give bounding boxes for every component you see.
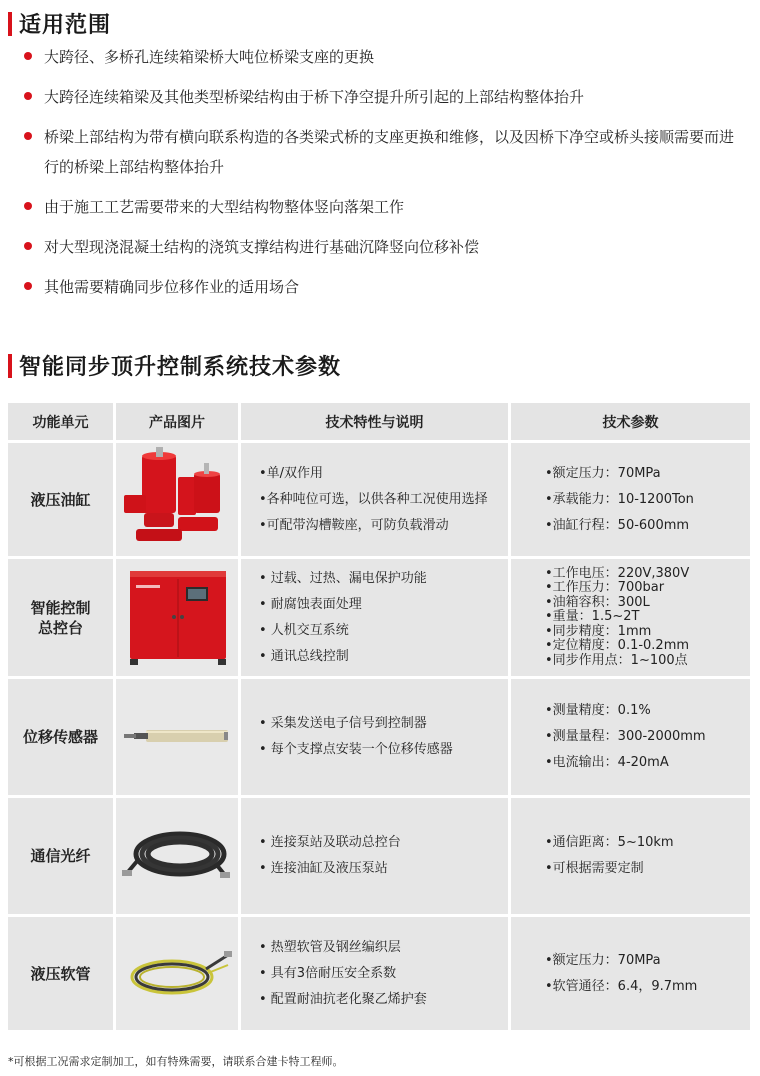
feature-text: •各种吨位可选，以供各种工况使用选择: [259, 491, 488, 507]
bullet-icon: [24, 52, 32, 60]
control-console-image: [116, 559, 238, 676]
section-title-applications: [8, 8, 111, 39]
bullet-icon: [24, 242, 32, 250]
param-text: •软管通径：6.4，9.7mm: [545, 978, 698, 994]
list-item: 对大型现浇混凝土结构的浇筑支撑结构进行基础沉降竖向位移补偿: [18, 232, 748, 262]
params-cell: [511, 798, 750, 914]
header-unit: 功能单元: [8, 403, 113, 440]
feature-text: • 具有3倍耐压安全系数: [259, 965, 397, 981]
feature-text: • 每个支撑点安装一个位移传感器: [259, 742, 453, 757]
title-accent-bar: [8, 12, 12, 36]
param-text: •承载能力：10-1200Ton: [545, 491, 694, 507]
unit-cell: 液压软管: [8, 917, 113, 1030]
feature-text: • 人机交互系统: [259, 622, 349, 638]
image-cell: [116, 917, 238, 1030]
unit-cell: 位移传感器: [8, 679, 113, 795]
feature-text: • 通讯总线控制: [259, 648, 349, 664]
param-text: •额定压力：70MPa: [545, 465, 661, 481]
params-cell: [511, 559, 750, 676]
image-cell: [116, 559, 238, 676]
param-text: •通信距离：5~10km: [545, 835, 674, 850]
displacement-sensor-image: [116, 679, 238, 795]
feature-text: •单/双作用: [259, 465, 324, 481]
table-row: [8, 679, 753, 795]
features-cell: [241, 559, 508, 676]
list-item: 由于施工工艺需要带来的大型结构物整体竖向落架工作: [18, 192, 748, 222]
list-item: 大跨径、多桥孔连续箱梁桥大吨位桥梁支座的更换: [18, 42, 748, 72]
spec-table: [8, 403, 753, 1033]
feature-text: • 热塑软管及钢丝编织层: [259, 939, 401, 955]
param-text: •电流输出：4-20mA: [545, 755, 669, 770]
param-text: •同步精度：1mm: [545, 623, 652, 639]
list-item: 大跨径连续箱梁及其他类型桥梁结构由于桥下净空提升所引起的上部结构整体抬升: [18, 82, 748, 112]
section-title-specs: [8, 350, 341, 381]
param-text: •可根据需要定制: [545, 861, 644, 876]
bullet-icon: [24, 92, 32, 100]
header-features: 技术特性与说明: [241, 403, 508, 440]
params-cell: [511, 679, 750, 795]
application-list: [18, 42, 748, 312]
image-cell: [116, 443, 238, 556]
param-text: •工作压力：700bar: [545, 580, 665, 596]
section-title-text: 智能同步顶升控制系统技术参数: [19, 355, 342, 380]
bullet-icon: [24, 282, 32, 290]
param-text: •油箱容积：300L: [545, 594, 650, 610]
feature-text: •可配带沟槽鞍座，可防负载滑动: [259, 517, 449, 533]
image-cell: [116, 798, 238, 914]
unit-cell: 智能控制 总控台: [8, 559, 113, 676]
params-cell: [511, 917, 750, 1030]
fiber-cable-image: [116, 798, 238, 914]
feature-text: • 过载、过热、漏电保护功能: [259, 570, 427, 586]
title-accent-bar: [8, 354, 12, 378]
param-text: •油缸行程：50-600mm: [545, 517, 690, 533]
features-cell: [241, 443, 508, 556]
feature-text: • 耐腐蚀表面处理: [259, 596, 362, 612]
hydraulic-cylinders-image: [116, 443, 238, 556]
features-cell: [241, 798, 508, 914]
table-row: [8, 917, 753, 1030]
list-item: 其他需要精确同步位移作业的适用场合: [18, 272, 748, 302]
feature-text: • 连接泵站及联动总控台: [259, 835, 401, 850]
params-cell: [511, 443, 750, 556]
table-row: [8, 559, 753, 676]
param-text: •重量：1.5~2T: [545, 609, 640, 625]
unit-cell: 通信光纤: [8, 798, 113, 914]
unit-cell: 液压油缸: [8, 443, 113, 556]
table-header-row: [8, 403, 753, 440]
features-cell: [241, 917, 508, 1030]
feature-text: • 采集发送电子信号到控制器: [259, 716, 427, 731]
param-text: •测量量程：300-2000mm: [545, 729, 706, 744]
feature-text: • 配置耐油抗老化聚乙烯护套: [259, 991, 427, 1007]
features-cell: [241, 679, 508, 795]
table-row: [8, 798, 753, 914]
list-item: 桥梁上部结构为带有横向联系构造的各类梁式桥的支座更换和维修，以及因桥下净空或桥头接顺需要而进行的桥梁上部结构整体抬升: [18, 122, 748, 182]
feature-text: • 连接油缸及液压泵站: [259, 861, 388, 876]
bullet-icon: [24, 202, 32, 210]
header-image: 产品图片: [116, 403, 238, 440]
table-row: [8, 443, 753, 556]
image-cell: [116, 679, 238, 795]
hydraulic-hose-image: [116, 917, 238, 1030]
param-text: •测量精度：0.1%: [545, 703, 651, 718]
header-params: 技术参数: [511, 403, 750, 440]
param-text: •定位精度：0.1-0.2mm: [545, 638, 690, 654]
param-text: •额定压力：70MPa: [545, 952, 661, 968]
param-text: •同步作用点：1~100点: [545, 652, 688, 668]
param-text: •工作电压：220V,380V: [545, 565, 690, 581]
bullet-icon: [24, 132, 32, 140]
footnote: *可根据工况需求定制加工，如有特殊需要，请联系合建卡特工程师。: [8, 1055, 344, 1068]
section-title-text: 适用范围: [19, 13, 112, 38]
